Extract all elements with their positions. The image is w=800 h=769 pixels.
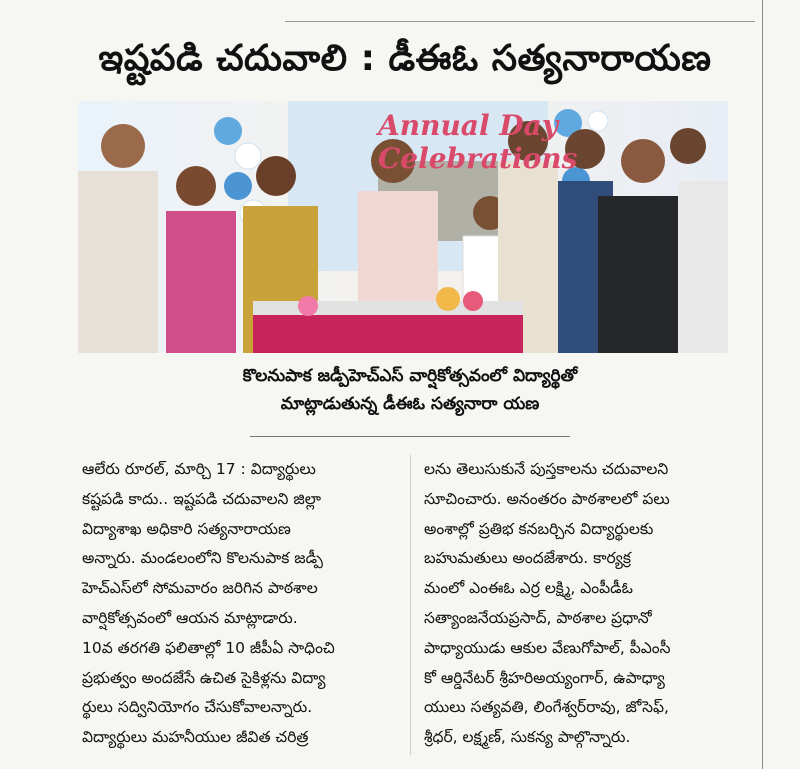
article-line: హెచ్ఎస్‌లో సోమవారం జరిగిన పాఠశాల bbox=[82, 579, 318, 598]
article-line: ర్థులు సద్వినియోగం చేసుకోవాలన్నారు. bbox=[82, 698, 313, 717]
article-line: ప్రభుత్వం అందజేసే ఉచిత సైకిళ్లను విద్యా bbox=[82, 668, 326, 687]
article-line: కష్టపడి కాదు.. ఇష్టపడి చదువాలని జిల్లా bbox=[82, 489, 321, 508]
column-gutter-divider bbox=[762, 0, 763, 769]
article-line: సూచించారు. అనంతరం పాఠశాలలో పలు bbox=[424, 489, 670, 508]
previous-article-fragment bbox=[0, 0, 760, 22]
article-line: 10వ తరగతి ఫలితాల్లో 10 జీపీఏ సాధించి bbox=[82, 638, 335, 657]
article-line: సత్యాంజనేయప్రసాద్, పాఠశాల ప్రధానో bbox=[424, 608, 652, 627]
article-line: బహుమతులు అందజేశారు. కార్యక్ర bbox=[424, 549, 631, 568]
article-line: అన్నారు. మండలంలోని కొలనుపాక జడ్పీ bbox=[82, 549, 323, 568]
caption-line-1: కొలనుపాక జడ్పీహెచ్ఎస్ వార్షికోత్సవంలో విద్యార్థితో bbox=[242, 366, 578, 386]
prize-table bbox=[253, 311, 523, 353]
article-column-2 bbox=[424, 455, 734, 753]
article-line: పాధ్యాయుడు ఆకుల వేణుగోపాల్, పీఎంసీ bbox=[424, 638, 671, 657]
caption-divider bbox=[250, 436, 570, 437]
column-divider bbox=[410, 455, 411, 755]
top-divider bbox=[285, 21, 755, 22]
article-line: అంశాల్లో ప్రతిభ కనబర్చిన విద్యార్థులకు bbox=[424, 519, 654, 538]
caption-line-2: మాట్లాడుతున్న డీఈఓ సత్యనారా యణ bbox=[280, 394, 540, 414]
article-line: విద్యాశాఖ అధికారి సత్యనారాయణ bbox=[82, 519, 291, 538]
headline: ఇష్టపడి చదువాలి : డీఈఓ సత్యనారాయణ bbox=[98, 38, 712, 79]
photo-banner-text: Annual Day Celebrations bbox=[378, 109, 578, 175]
article-line: ఆలేరు రూరల్, మార్చి 17 : విద్యార్థులు bbox=[82, 460, 316, 478]
article-column-1 bbox=[82, 455, 392, 753]
article-line: వార్షికోత్సవంలో ఆయన మాట్లాడారు. bbox=[82, 608, 298, 627]
photo-caption bbox=[150, 362, 670, 418]
article-line: కో ఆర్డినేటర్ శ్రీహరిఅయ్యంగార్, ఉపాధ్యా bbox=[424, 668, 665, 687]
article-line: యులు సత్యవతి, లింగేశ్వర్‌రావు, జోసెఫ్, bbox=[424, 698, 669, 717]
article-line: లను తెలుసుకునే పుస్తకాలను చదువాలని bbox=[424, 460, 669, 478]
article-line: విద్యార్థులు మహనీయుల జీవిత చరిత్ర bbox=[82, 728, 309, 747]
article-line: శ్రీధర్, లక్ష్మణ్, సుకన్య పాల్గొన్నారు. bbox=[424, 728, 631, 747]
article-line: మంలో ఎంఈఓ ఎర్ర లక్ష్మి, ఎంపీడీఓ bbox=[424, 579, 633, 598]
event-photo bbox=[78, 101, 728, 353]
